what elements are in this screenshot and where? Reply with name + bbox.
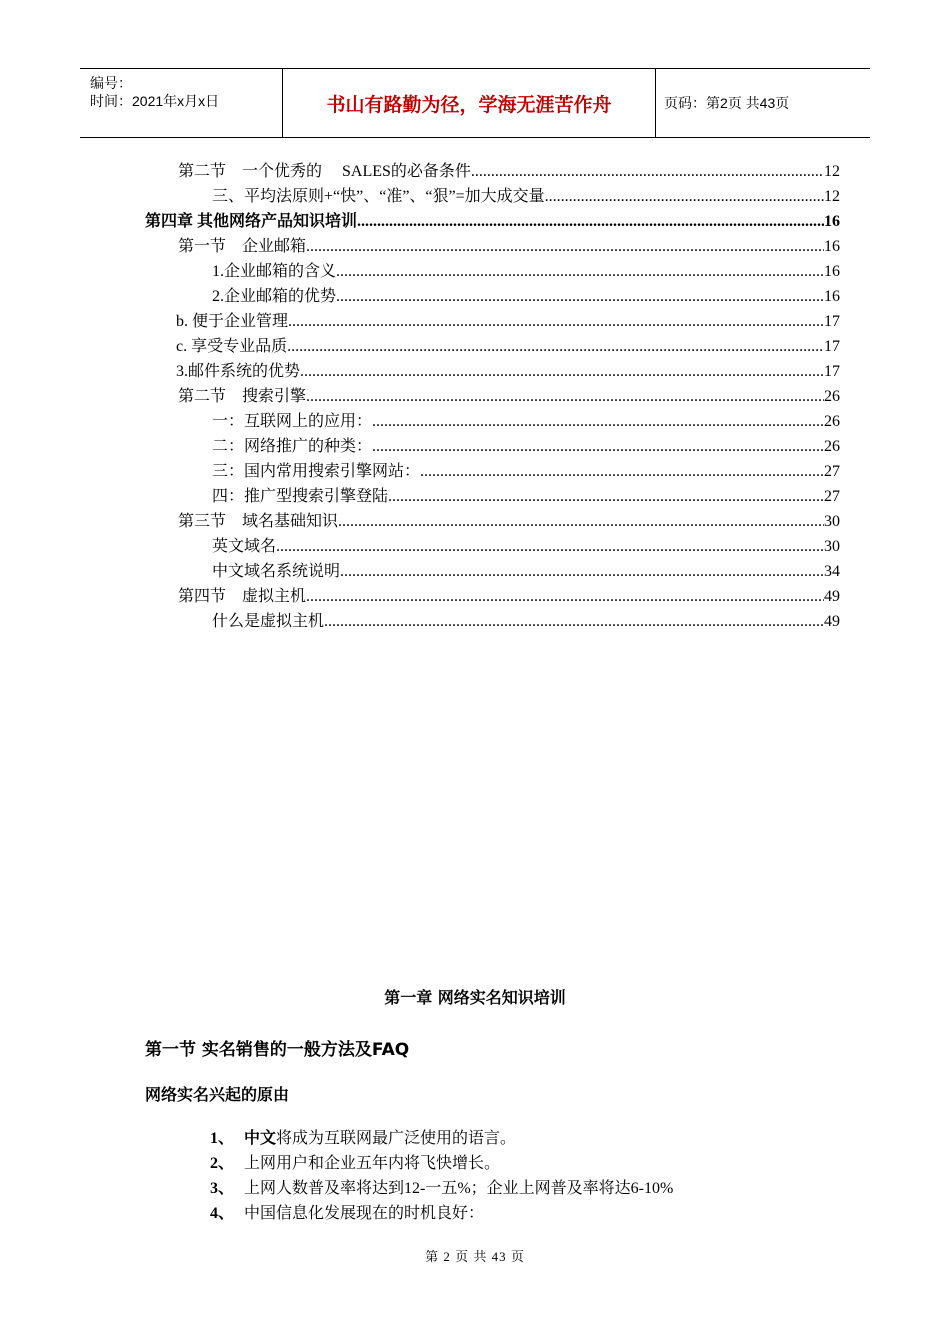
toc-entry-text: 三、平均法原则+“快”、“准”、“狠”=加大成交量 xyxy=(212,188,545,205)
toc-entry[interactable] xyxy=(212,483,840,508)
toc-entry-text: 一：互联网上的应用： xyxy=(212,413,373,430)
toc-entry[interactable] xyxy=(212,258,840,283)
toc-entry-page: 34 xyxy=(824,563,840,580)
toc-entry-text: 第一节 企业邮箱 xyxy=(178,238,307,255)
toc-entry-page: 30 xyxy=(824,513,840,530)
toc-entry-page: 16 xyxy=(824,238,840,255)
toc-entry[interactable] xyxy=(178,158,840,183)
toc-entry-page: 30 xyxy=(824,538,840,555)
list-item-text: 上网用户和企业五年内将飞快增长。 xyxy=(244,1155,501,1172)
toc-entry-text: 第二节 搜索引擎 xyxy=(178,388,307,405)
toc-entry-text: 中文域名系统说明 xyxy=(212,563,341,580)
toc-entry[interactable] xyxy=(176,358,840,383)
toc-entry-text: 第三节 域名基础知识 xyxy=(178,513,339,530)
toc-entry-text: 1.企业邮箱的含义 xyxy=(212,263,337,280)
toc-entry-text: 什么是虚拟主机 xyxy=(212,613,325,630)
toc-entry-page: 26 xyxy=(824,388,840,405)
toc-entry[interactable] xyxy=(178,583,840,608)
list-item-text: 中国信息化发展现在的时机良好： xyxy=(244,1205,485,1222)
list-item xyxy=(210,1200,484,1225)
toc-entry[interactable] xyxy=(178,383,840,408)
list-item-number: 3、 xyxy=(210,1180,235,1197)
toc-entry[interactable] xyxy=(212,283,840,308)
section-title: 第一节 实名销售的一般方法及FAQ xyxy=(145,1040,410,1060)
subheading: 网络实名兴起的原由 xyxy=(145,1085,290,1104)
toc-entry-page: 16 xyxy=(824,263,840,280)
toc-entry-page: 27 xyxy=(824,488,840,505)
toc-entry-page: 26 xyxy=(824,438,840,455)
toc-entry[interactable] xyxy=(212,558,840,583)
toc-entry[interactable] xyxy=(212,608,840,633)
code-label: 编号： xyxy=(90,75,132,91)
toc-entry[interactable] xyxy=(178,233,840,258)
list-item-emphasis: 中文 xyxy=(244,1130,277,1147)
page-footer: 第 2 页 共 43 页 xyxy=(425,1249,525,1264)
list-item xyxy=(210,1150,500,1175)
toc-entry-chapter[interactable] xyxy=(145,208,840,233)
page-header xyxy=(80,68,870,138)
list-item-text: 将成为互联网最广泛使用的语言。 xyxy=(276,1130,517,1147)
list-item-number: 4、 xyxy=(210,1205,235,1222)
list-item xyxy=(210,1175,673,1200)
header-left-cell xyxy=(80,69,282,137)
date-label: 时间：2021年x月x日 xyxy=(90,93,220,109)
toc-entry-page: 17 xyxy=(824,338,840,355)
toc-entry[interactable] xyxy=(212,533,840,558)
toc-entry-text: 3.邮件系统的优势 xyxy=(176,363,301,380)
chapter-title: 第一章 网络实名知识培训 xyxy=(384,988,566,1007)
toc-entry-page: 16 xyxy=(824,288,840,305)
toc-entry-text: 英文域名 xyxy=(212,538,277,555)
toc-entry-text: 第四章 其他网络产品知识培训 xyxy=(145,213,358,230)
toc-entry-page: 17 xyxy=(824,313,840,330)
toc-entry-page: 26 xyxy=(824,413,840,430)
toc-entry-page: 49 xyxy=(824,613,840,630)
toc-entry[interactable] xyxy=(178,508,840,533)
toc-entry-page: 12 xyxy=(824,163,840,180)
toc-entry-page: 27 xyxy=(824,463,840,480)
toc-entry[interactable] xyxy=(212,183,840,208)
toc-entry-page: 12 xyxy=(824,188,840,205)
list-item-number: 2、 xyxy=(210,1155,235,1172)
toc-entry[interactable] xyxy=(176,308,840,333)
list-item-number: 1、 xyxy=(210,1130,235,1147)
list-item-text: 上网人数普及率将达到12-一五%；企业上网普及率将达6-10% xyxy=(244,1180,674,1197)
toc-entry[interactable] xyxy=(212,433,840,458)
toc-entry-text: 第四节 虚拟主机 xyxy=(178,588,307,605)
toc-entry-text: 2.企业邮箱的优势 xyxy=(212,288,337,305)
toc-entry-text: 第二节 一个优秀的 SALES的必备条件 xyxy=(178,163,471,180)
toc-entry[interactable] xyxy=(212,408,840,433)
list-item xyxy=(210,1125,516,1150)
toc-entry-text: 二：网络推广的种类： xyxy=(212,438,373,455)
header-motto: 书山有路勤为径，学海无涯苦作舟 xyxy=(282,69,656,137)
toc-entry-page: 16 xyxy=(824,213,840,230)
toc-entry-text: c. 享受专业品质 xyxy=(176,338,288,355)
toc-entry-text: 三：国内常用搜索引擎网站： xyxy=(212,463,421,480)
header-page-info: 页码：第2页 共43页 xyxy=(664,95,790,111)
toc-entry[interactable] xyxy=(212,458,840,483)
toc-entry-page: 49 xyxy=(824,588,840,605)
toc-entry-page: 17 xyxy=(824,363,840,380)
toc-entry[interactable] xyxy=(176,333,840,358)
toc-entry-text: 四：推广型搜索引擎登陆 xyxy=(212,488,389,505)
toc-entry-text: b. 便于企业管理 xyxy=(176,313,289,330)
